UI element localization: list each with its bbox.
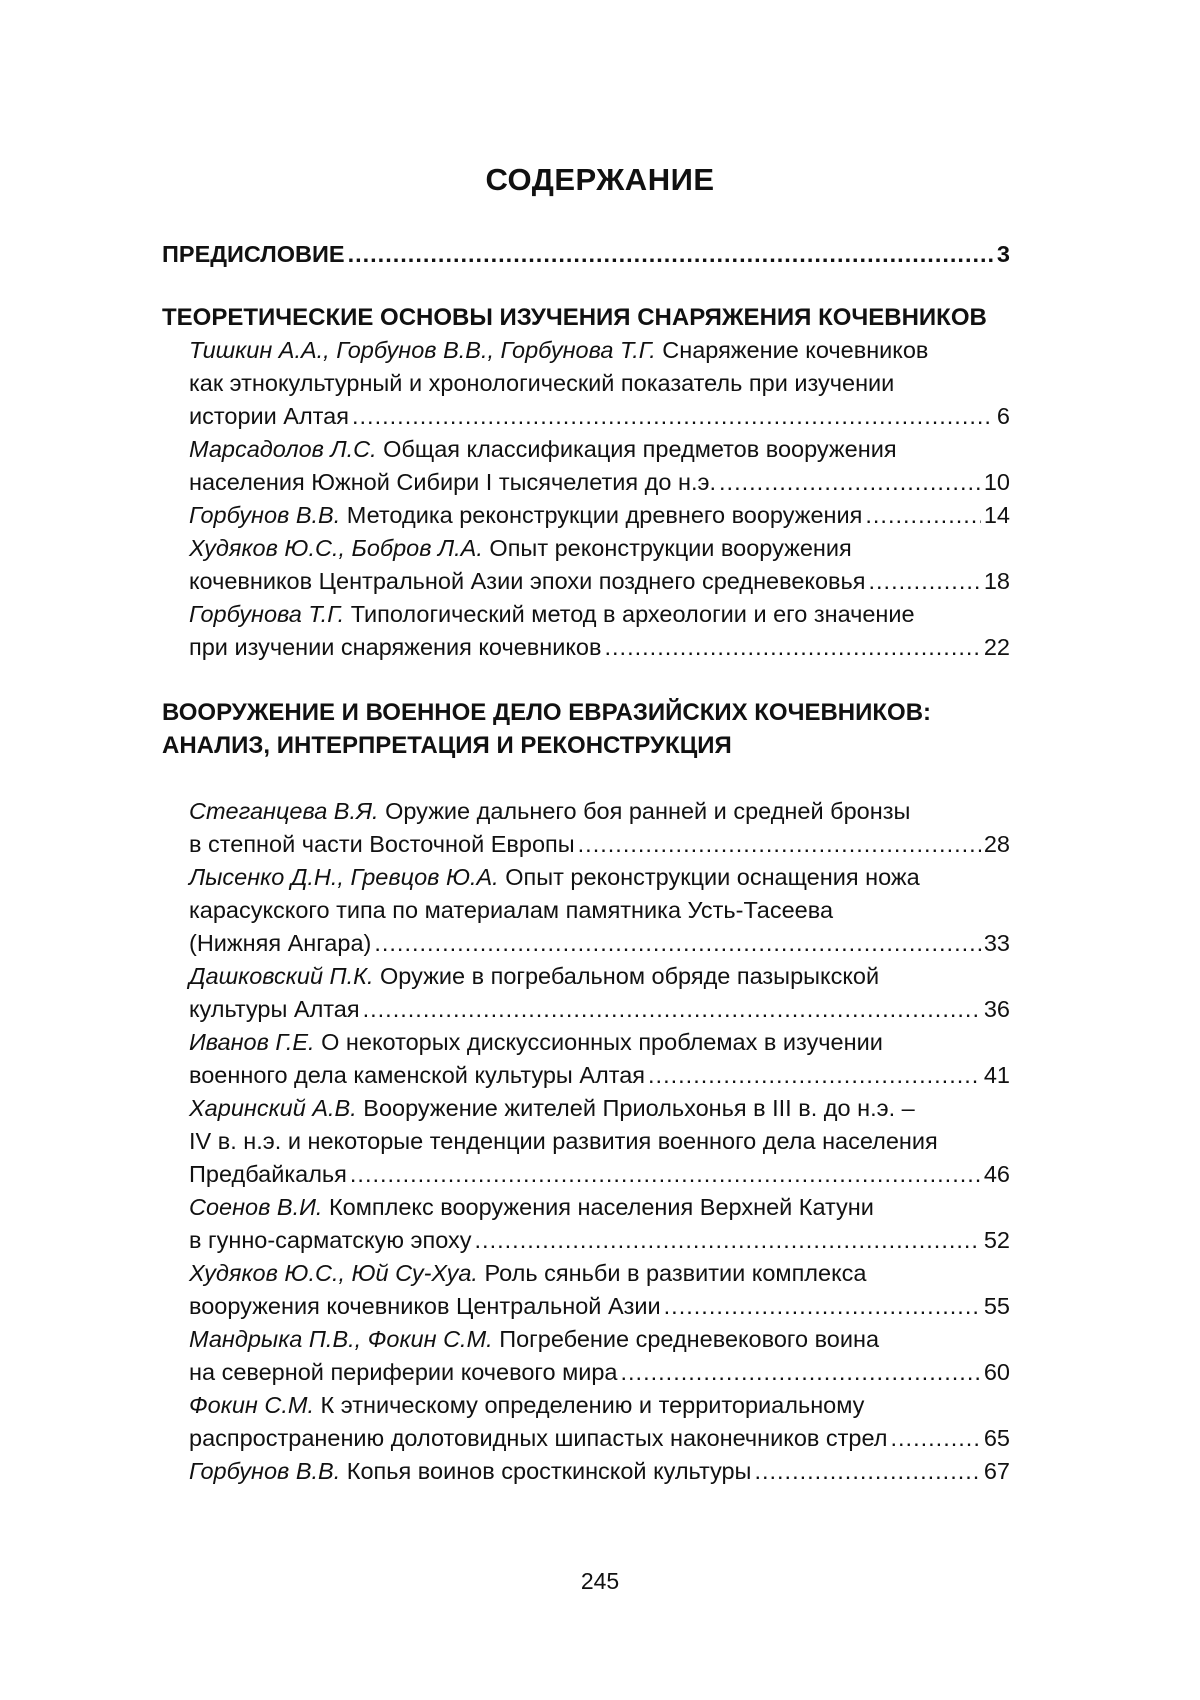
entry-line-last bbox=[162, 927, 1010, 960]
entry-author: Стеганцева В.Я. bbox=[189, 798, 379, 824]
entry-author: Дашковский П.К. bbox=[189, 963, 374, 989]
page-ref: 33 bbox=[983, 930, 1010, 956]
entry-line-last bbox=[162, 993, 1010, 1026]
entry-line bbox=[162, 1092, 1010, 1125]
table-of-contents bbox=[162, 238, 1010, 1488]
entry-title: Оружие в погребальном обряде пазырыкской bbox=[380, 963, 880, 989]
entry-author: Фокин С.М. bbox=[189, 1392, 314, 1418]
entry-line-last bbox=[162, 499, 1010, 532]
entry-author: Горбунова Т.Г. bbox=[189, 601, 345, 627]
entry-line-last bbox=[162, 400, 1010, 433]
page-ref: 67 bbox=[983, 1458, 1010, 1484]
toc-entry-preface[interactable] bbox=[162, 238, 1010, 271]
entry-title: Оружие дальнего боя ранней и средней бронзы bbox=[385, 798, 911, 824]
page-ref: 46 bbox=[983, 1161, 1010, 1187]
entry-title: К этническому определению и территориальному bbox=[320, 1392, 865, 1418]
toc-entry[interactable] bbox=[162, 334, 1010, 433]
leader-dots bbox=[865, 499, 980, 532]
leader-dots bbox=[475, 1224, 981, 1257]
leader-dots bbox=[891, 1422, 981, 1455]
page-ref: 10 bbox=[983, 469, 1010, 495]
toc-entry[interactable] bbox=[162, 1092, 1010, 1191]
page-ref: 3 bbox=[996, 241, 1010, 267]
toc-entry[interactable] bbox=[162, 598, 1010, 664]
page-ref: 28 bbox=[983, 831, 1010, 857]
entry-title: при изучении снаряжения кочевников bbox=[189, 634, 602, 660]
entry-line-last bbox=[162, 1422, 1010, 1455]
page-ref: 65 bbox=[983, 1425, 1010, 1451]
leader-dots bbox=[605, 631, 981, 664]
section-heading: ТЕОРЕТИЧЕСКИЕ ОСНОВЫ ИЗУЧЕНИЯ СНАРЯЖЕНИЯ КОЧЕВНИКОВ bbox=[162, 304, 987, 331]
entry-title: Снаряжение кочевников bbox=[662, 337, 929, 363]
toc-entry[interactable] bbox=[162, 1323, 1010, 1389]
toc-entry[interactable] bbox=[162, 1455, 1010, 1488]
page-ref: 41 bbox=[983, 1062, 1010, 1088]
toc-entry[interactable] bbox=[162, 861, 1010, 960]
page-ref: 22 bbox=[983, 634, 1010, 660]
entry-author: Лысенко Д.Н., Гревцов Ю.А. bbox=[189, 864, 499, 890]
entry-line-last bbox=[162, 1290, 1010, 1323]
entry-title: истории Алтая bbox=[189, 403, 349, 429]
leader-dots bbox=[868, 565, 980, 598]
leader-dots bbox=[754, 1455, 980, 1488]
entry-title: Копья воинов сросткинской культуры bbox=[346, 1458, 752, 1484]
toc-entry[interactable] bbox=[162, 499, 1010, 532]
entry-line bbox=[162, 334, 1010, 367]
entry-line: IV в. н.э. и некоторые тенденции развития военного дела населения bbox=[189, 1128, 938, 1154]
entry-line-last bbox=[162, 1224, 1010, 1257]
entry-line-last bbox=[162, 565, 1010, 598]
entry-author: Иванов Г.Е. bbox=[189, 1029, 315, 1055]
leader-dots bbox=[664, 1290, 981, 1323]
entry-line bbox=[162, 1323, 1010, 1356]
toc-entry[interactable] bbox=[162, 960, 1010, 1026]
entry-line-last bbox=[162, 1158, 1010, 1191]
leader-dots bbox=[578, 828, 981, 861]
page-ref: 36 bbox=[983, 996, 1010, 1022]
entry-title: Предбайкалья bbox=[189, 1161, 347, 1187]
entry-author: Горбунов В.В. bbox=[189, 502, 341, 528]
entry-title: Комплекс вооружения населения Верхней Катуни bbox=[328, 1194, 874, 1220]
leader-dots bbox=[352, 400, 994, 433]
entry-author: Соенов В.И. bbox=[189, 1194, 323, 1220]
page-number: 245 bbox=[580, 1568, 620, 1594]
toc-entry[interactable] bbox=[162, 1191, 1010, 1257]
entry-line-last bbox=[162, 1059, 1010, 1092]
entry-title: распространению долотовидных шипастых наконечников стрел bbox=[189, 1425, 888, 1451]
entry-title: Общая классификация предметов вооружения bbox=[383, 436, 897, 462]
entry-title: вооружения кочевников Центральной Азии bbox=[189, 1293, 661, 1319]
entry-line: как этнокультурный и хронологический показатель при изучении bbox=[189, 370, 895, 396]
entry-title: военного дела каменской культуры Алтая bbox=[189, 1062, 646, 1088]
page-ref: 52 bbox=[983, 1227, 1010, 1253]
entry-title: в гунно-сарматскую эпоху bbox=[189, 1227, 472, 1253]
entry-author: Харинский А.В. bbox=[189, 1095, 357, 1121]
entry-title: Методика реконструкции древнего вооружения bbox=[346, 502, 863, 528]
entry-line-last bbox=[162, 631, 1010, 664]
page-ref: 60 bbox=[983, 1359, 1010, 1385]
entry-author: Марсадолов Л.С. bbox=[189, 436, 377, 462]
entry-title: кочевников Центральной Азии эпохи позднего средневековья bbox=[189, 568, 866, 594]
entry-title: Роль сяньби в развитии комплекса bbox=[484, 1260, 867, 1286]
entry-title: населения Южной Сибири I тысячелетия до н.э. bbox=[189, 469, 717, 495]
section-heading: ВООРУЖЕНИЕ И ВОЕННОЕ ДЕЛО ЕВРАЗИЙСКИХ КОЧЕВНИКОВ: bbox=[162, 699, 932, 726]
page-ref: 14 bbox=[983, 502, 1010, 528]
entry-author: Худяков Ю.С., Бобров Л.А. bbox=[189, 535, 483, 561]
entry-line-last bbox=[162, 1455, 1010, 1488]
entry-line-last bbox=[162, 828, 1010, 861]
entry-author: Мандрыка П.В., Фокин С.М. bbox=[189, 1326, 493, 1352]
leader-dots bbox=[350, 1158, 981, 1191]
entry-title: в степной части Восточной Европы bbox=[189, 831, 575, 857]
preface-label: ПРЕДИСЛОВИЕ bbox=[162, 241, 345, 267]
entry-title: (Нижняя Ангара) bbox=[189, 930, 372, 956]
entry-line bbox=[162, 532, 1010, 565]
toc-entry[interactable] bbox=[162, 532, 1010, 598]
entry-title: Погребение средневекового воина bbox=[499, 1326, 880, 1352]
entry-author: Горбунов В.В. bbox=[189, 1458, 341, 1484]
toc-entry[interactable] bbox=[162, 1257, 1010, 1323]
entry-title: О некоторых дискуссионных проблемах в изучении bbox=[321, 1029, 883, 1055]
toc-entry[interactable] bbox=[162, 795, 1010, 861]
entry-line bbox=[162, 960, 1010, 993]
entry-line bbox=[162, 861, 1010, 894]
entry-line bbox=[162, 433, 1010, 466]
entry-line-last bbox=[162, 466, 1010, 499]
leader-dots bbox=[374, 927, 981, 960]
page-title: СОДЕРЖАНИЕ bbox=[485, 162, 715, 197]
section-heading: АНАЛИЗ, ИНТЕРПРЕТАЦИЯ И РЕКОНСТРУКЦИЯ bbox=[162, 732, 732, 759]
entry-title: Типологический метод в археологии и его значение bbox=[350, 601, 915, 627]
entry-line bbox=[162, 598, 1010, 631]
entry-author: Худяков Ю.С., Юй Су-Хуа. bbox=[189, 1260, 478, 1286]
entry-title: Вооружение жителей Приольхонья в III в. до н.э. – bbox=[363, 1095, 915, 1121]
page-ref: 18 bbox=[983, 568, 1010, 594]
toc-entry[interactable] bbox=[162, 433, 1010, 499]
leader-dots bbox=[719, 466, 981, 499]
entry-line bbox=[162, 1026, 1010, 1059]
entry-author: Тишкин А.А., Горбунов В.В., Горбунова Т.Г. bbox=[189, 337, 656, 363]
entry-title: Опыт реконструкции вооружения bbox=[489, 535, 852, 561]
page-ref: 55 bbox=[983, 1293, 1010, 1319]
entry-line bbox=[162, 1257, 1010, 1290]
entry-line: карасукского типа по материалам памятника Усть-Тасеева bbox=[189, 897, 834, 923]
leader-dots bbox=[348, 238, 994, 271]
entry-line bbox=[162, 1389, 1010, 1422]
toc-entry[interactable] bbox=[162, 1389, 1010, 1455]
entry-title: Опыт реконструкции оснащения ножа bbox=[505, 864, 920, 890]
entry-title: на северной периферии кочевого мира bbox=[189, 1359, 618, 1385]
leader-dots bbox=[363, 993, 981, 1026]
entry-title: культуры Алтая bbox=[189, 996, 360, 1022]
entry-line bbox=[162, 795, 1010, 828]
toc-entry[interactable] bbox=[162, 1026, 1010, 1092]
entry-line bbox=[162, 1191, 1010, 1224]
leader-dots bbox=[648, 1059, 981, 1092]
entry-line-last bbox=[162, 1356, 1010, 1389]
leader-dots bbox=[621, 1356, 981, 1389]
page-ref: 6 bbox=[996, 403, 1010, 429]
